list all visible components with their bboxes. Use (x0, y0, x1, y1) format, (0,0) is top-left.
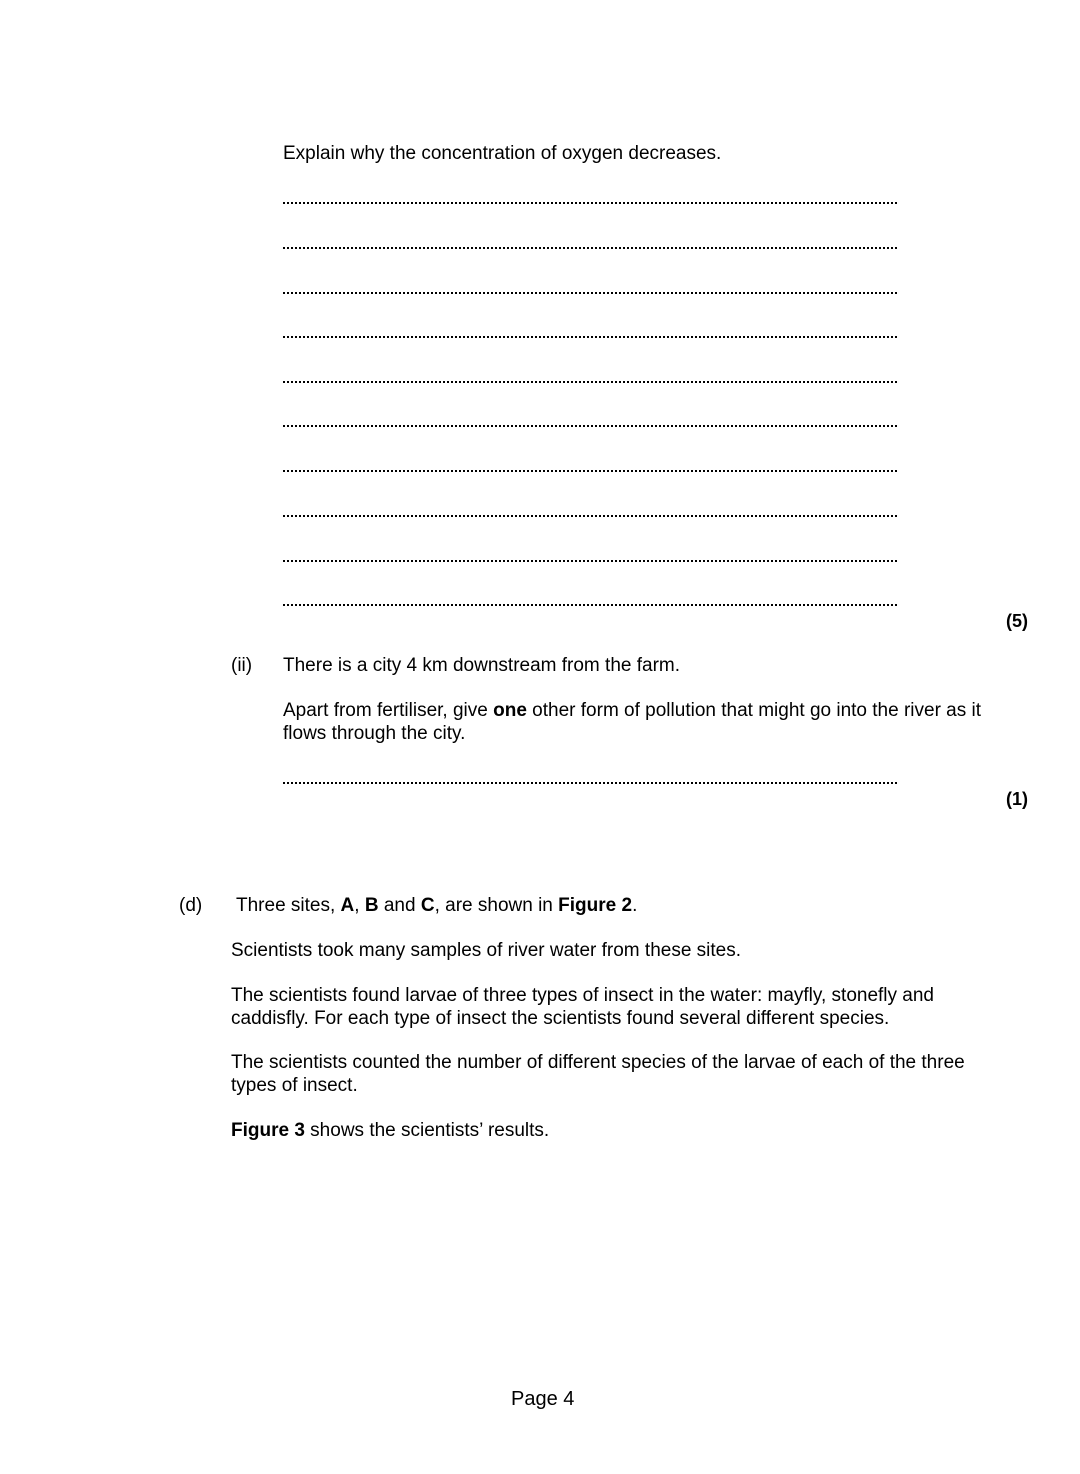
figure-3-ref: Figure 3 (231, 1120, 305, 1141)
question-c-ii-statement: There is a city 4 km downstream from the farm. (283, 655, 681, 676)
intro-text: , (354, 895, 365, 916)
results-text: shows the scientists’ results. (304, 1120, 550, 1141)
answer-line[interactable] (283, 381, 897, 383)
answer-line-c-ii[interactable] (283, 782, 897, 784)
marks-c-ii: (1) (1006, 789, 1028, 809)
marks-c-i: (5) (1006, 611, 1028, 631)
intro-text: , are shown in (434, 895, 559, 916)
answer-line[interactable] (283, 336, 897, 338)
question-c-ii-question (283, 699, 983, 745)
page-number: Page 4 (511, 1388, 575, 1410)
question-d-larvae: The scientists found larvae of three types of insect in the water: mayfly, stonefly and caddisfly. For each type of insect the scientists found several different species. (231, 985, 934, 1029)
answer-line[interactable] (283, 515, 897, 517)
answer-line[interactable] (283, 604, 897, 606)
question-text: Apart from fertiliser, give (283, 700, 494, 721)
figure-2-ref: Figure 2 (558, 895, 633, 916)
question-c-ii-label: (ii) (231, 655, 253, 676)
question-text: other form of pollution that might go into the river as it flows through the city. (283, 700, 982, 744)
question-d-counted: The scientists counted the number of different species of the larvae of each of the three types of insect. (231, 1052, 965, 1096)
answer-line[interactable] (283, 470, 897, 472)
question-d-intro (236, 894, 637, 917)
site-a: A (340, 895, 355, 916)
site-c: C (420, 895, 435, 916)
question-d-results (231, 1119, 549, 1142)
answer-line[interactable] (283, 202, 897, 204)
intro-text: and (378, 895, 421, 916)
answer-line[interactable] (283, 247, 897, 249)
answer-line[interactable] (283, 560, 897, 562)
emphasis-one: one (493, 700, 527, 721)
answer-line[interactable] (283, 425, 897, 427)
question-d-label: (d) (179, 895, 203, 916)
question-d-samples: Scientists took many samples of river water from these sites. (231, 940, 742, 961)
question-c-i-prompt: Explain why the concentration of oxygen decreases. (283, 143, 722, 164)
intro-text: Three sites, (236, 895, 341, 916)
answer-line[interactable] (283, 292, 897, 294)
site-b: B (364, 895, 379, 916)
intro-text: . (632, 895, 638, 916)
